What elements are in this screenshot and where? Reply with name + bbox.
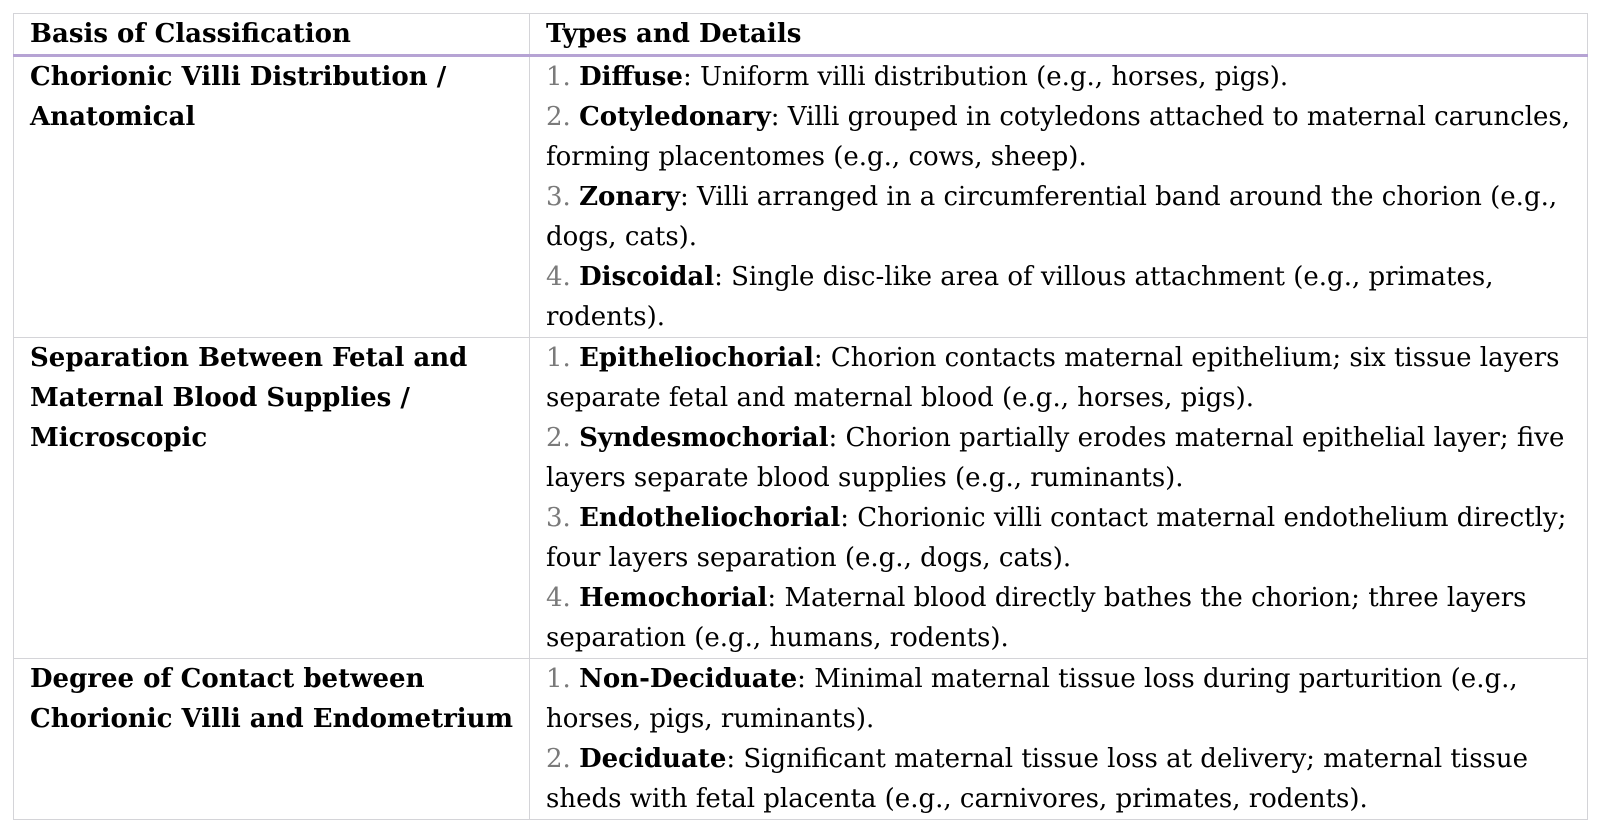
entry-description: : Single disc-like area of villous attachment (e.g., primates, rodents). <box>546 262 1494 332</box>
type-entry <box>546 257 1577 337</box>
type-entry <box>546 418 1577 498</box>
classification-table <box>13 13 1588 820</box>
entry-number: 3. <box>546 182 571 212</box>
entry-description: : Chorion partially erodes maternal epithelial layer; five layers separate blood supplies (e.g., ruminants). <box>546 423 1565 493</box>
entry-term: Non-Deciduate <box>579 664 798 694</box>
entry-term: Endotheliochorial <box>579 503 841 533</box>
type-entry <box>546 338 1577 418</box>
entry-description: : Significant maternal tissue loss at delivery; maternal tissue sheds with fetal placenta (e.g., carnivores, primates, rodents). <box>546 744 1529 814</box>
type-entry <box>546 97 1577 177</box>
basis-cell: Degree of Contact between Chorionic Villi and Endometrium <box>14 659 530 820</box>
type-entry <box>546 177 1577 257</box>
header-basis: Basis of Classification <box>14 14 530 56</box>
entry-description: : Uniform villi distribution (e.g., horses, pigs). <box>682 62 1289 92</box>
entry-number: 1. <box>546 62 571 92</box>
entry-number: 2. <box>546 423 571 453</box>
table-row <box>14 659 1588 820</box>
type-entry <box>546 659 1577 739</box>
classification-table-container <box>13 13 1587 820</box>
entry-description: : Villi arranged in a circumferential band around the chorion (e.g., dogs, cats). <box>546 182 1558 252</box>
entry-term: Discoidal <box>579 262 715 292</box>
types-cell <box>530 338 1588 659</box>
entry-description: : Chorion contacts maternal epithelium; six tissue layers separate fetal and maternal blood (e.g., horses, pigs). <box>546 343 1560 413</box>
type-entry <box>546 578 1577 658</box>
entry-number: 1. <box>546 343 571 373</box>
entry-number: 3. <box>546 503 571 533</box>
entry-term: Cotyledonary <box>579 102 771 132</box>
entry-number: 4. <box>546 262 571 292</box>
entry-number: 4. <box>546 583 571 613</box>
table-row <box>14 338 1588 659</box>
entry-description: : Villi grouped in cotyledons attached to maternal caruncles, forming placentomes (e.g., cows, sheep). <box>546 102 1571 172</box>
entry-term: Epitheliochorial <box>579 343 814 373</box>
table-row <box>14 56 1588 338</box>
entry-description: : Chorionic villi contact maternal endothelium directly; four layers separation (e.g., dogs, cats). <box>546 503 1567 573</box>
entry-description: : Minimal maternal tissue loss during parturition (e.g., horses, pigs, ruminants). <box>546 664 1518 734</box>
entry-number: 2. <box>546 744 571 774</box>
types-cell <box>530 659 1588 820</box>
header-types: Types and Details <box>530 14 1588 56</box>
entry-term: Zonary <box>579 182 680 212</box>
type-entry <box>546 739 1577 819</box>
table-header-row <box>14 14 1588 56</box>
entry-number: 1. <box>546 664 571 694</box>
basis-cell: Chorionic Villi Distribution / Anatomical <box>14 56 530 338</box>
entry-description: : Maternal blood directly bathes the chorion; three layers separation (e.g., humans, rodents). <box>546 583 1527 653</box>
entry-term: Diffuse <box>579 62 683 92</box>
entry-term: Hemochorial <box>579 583 768 613</box>
type-entry <box>546 57 1577 97</box>
entry-term: Deciduate <box>579 744 727 774</box>
basis-cell: Separation Between Fetal and Maternal Blood Supplies / Microscopic <box>14 338 530 659</box>
entry-number: 2. <box>546 102 571 132</box>
types-cell <box>530 56 1588 338</box>
type-entry <box>546 498 1577 578</box>
entry-term: Syndesmochorial <box>579 423 829 453</box>
